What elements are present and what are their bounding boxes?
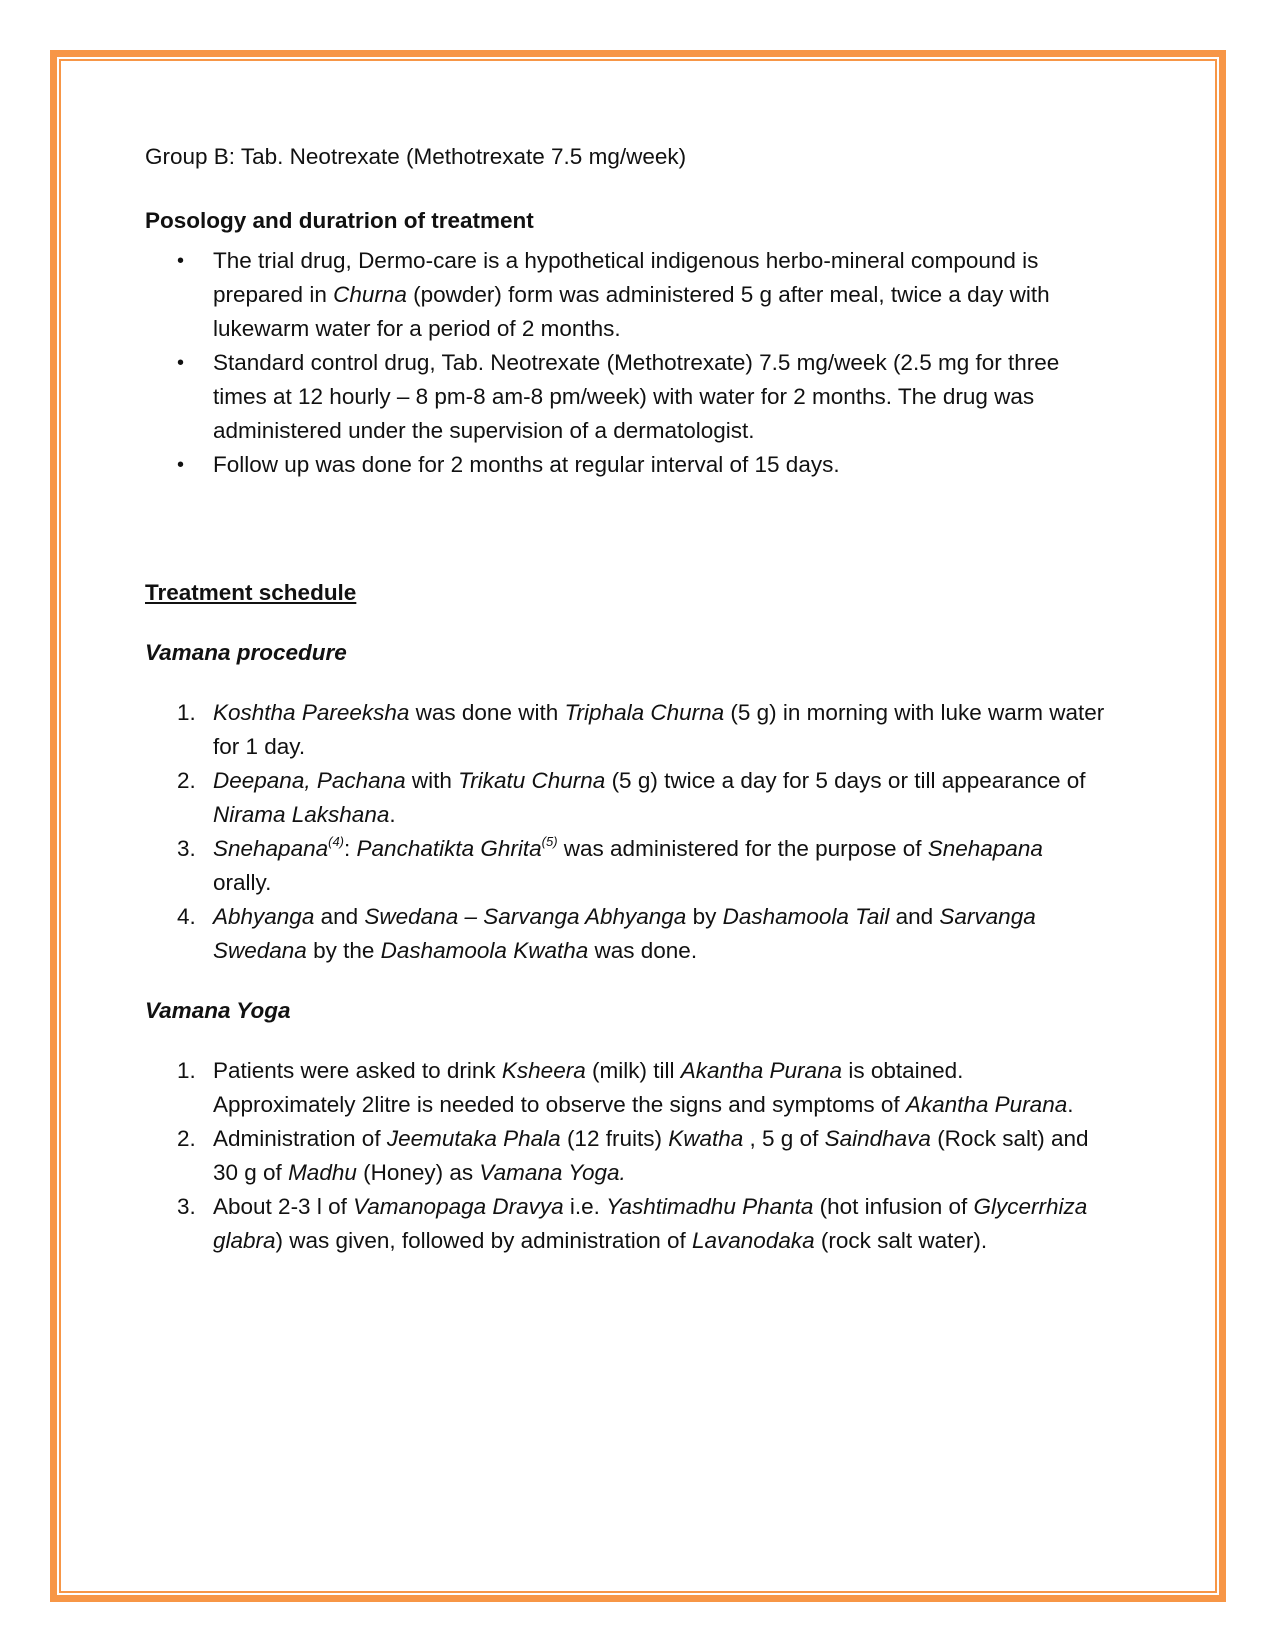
list-item: [177, 1054, 1105, 1122]
list-item-text: and: [889, 904, 940, 929]
italic-term: Koshtha Pareeksha: [213, 700, 410, 725]
list-item-text: orally.: [213, 870, 272, 895]
list-item-text: was done with: [409, 700, 565, 725]
italic-term: Madhu: [288, 1160, 357, 1185]
list-item-number: 4.: [177, 904, 196, 929]
italic-term: Jeemutaka Phala: [386, 1126, 561, 1151]
list-item-text: .: [1067, 1092, 1074, 1117]
italic-term: Sarvanga Swedana: [213, 904, 1036, 963]
posology-item-italic: Churna: [333, 282, 407, 307]
list-item-text: Patients were asked to drink: [213, 1058, 502, 1083]
list-item-text: (12 fruits): [560, 1126, 669, 1151]
group-b-line: Group B: Tab. Neotrexate (Methotrexate 7.5 mg/week): [145, 144, 687, 169]
list-item-number: 2.: [177, 1126, 196, 1151]
italic-term: Snehapana: [213, 836, 329, 861]
list-item-text: :: [344, 836, 357, 861]
vamana-procedure-heading: Vamana procedure: [145, 640, 347, 665]
list-item-number: 1.: [177, 1058, 196, 1083]
list-item: [177, 1190, 1105, 1258]
italic-term: Saindhava: [824, 1126, 931, 1151]
italic-term: Trikatu Churna: [458, 768, 606, 793]
list-item-text: was done.: [588, 938, 698, 963]
list-item-text: .: [389, 802, 396, 827]
italic-term: Akantha Purana: [905, 1092, 1068, 1117]
italic-term: Vamanopaga Dravya: [353, 1194, 564, 1219]
list-item-text: with: [405, 768, 459, 793]
posology-item: [213, 244, 1105, 346]
list-item-text: , 5 g of: [743, 1126, 825, 1151]
italic-term: Nirama Lakshana: [213, 802, 390, 827]
list-item: [177, 832, 1105, 900]
list-item-number: 1.: [177, 700, 196, 725]
list-item-text: (5 g) twice a day for 5 days or till appearance of: [605, 768, 1086, 793]
list-item-text: and: [314, 904, 365, 929]
list-item-text: (5 g) in morning with luke warm water for 1 day.: [213, 700, 1105, 759]
italic-term: Lavanodaka: [692, 1228, 815, 1253]
posology-item: [213, 346, 1105, 448]
italic-term: Dashamoola Tail: [722, 904, 890, 929]
list-item-text: (Rock salt) and 30 g of: [213, 1126, 1089, 1185]
posology-list: [145, 244, 1105, 482]
italic-term: Panchatikta Ghrita: [356, 836, 542, 861]
italic-term: Akantha Purana: [680, 1058, 843, 1083]
italic-term: Dashamoola Kwatha: [380, 938, 589, 963]
list-item-text: (milk) till: [585, 1058, 681, 1083]
italic-term: Yashtimadhu Phanta: [606, 1194, 814, 1219]
vamana-yoga-heading: Vamana Yoga: [145, 998, 291, 1023]
vamana-procedure-list: [145, 696, 1105, 968]
italic-term: Kwatha: [668, 1126, 744, 1151]
posology-item-text: (powder) form was administered 5 g after meal, twice a day with lukewarm water for a period of 2 months.: [213, 282, 1050, 341]
italic-term: Glycerrhiza glabra: [213, 1194, 1088, 1253]
italic-term: Snehapana: [927, 836, 1043, 861]
reference-superscript: (5): [541, 834, 558, 849]
list-item-number: 3.: [177, 1194, 196, 1219]
list-item-text: by: [686, 904, 723, 929]
list-item-number: 2.: [177, 768, 196, 793]
list-item-text: is obtained. Approximately 2litre is needed to observe the signs and symptoms of: [213, 1058, 964, 1117]
list-item-text: (hot infusion of: [813, 1194, 974, 1219]
list-item-text: i.e.: [563, 1194, 607, 1219]
italic-term: Ksheera: [501, 1058, 586, 1083]
reference-superscript: (4): [328, 834, 345, 849]
italic-term: Abhyanga: [213, 904, 315, 929]
list-item-text: by the: [306, 938, 381, 963]
list-item: [177, 764, 1105, 832]
list-item-text: About 2-3 l of: [213, 1194, 354, 1219]
posology-heading: Posology and duratrion of treatment: [145, 208, 534, 233]
vamana-yoga-list: [145, 1054, 1105, 1258]
italic-term: Swedana – Sarvanga Abhyanga: [364, 904, 687, 929]
italic-term: Deepana, Pachana: [213, 768, 406, 793]
document-body: [145, 140, 1105, 1258]
list-item-text: ) was given, followed by administration of: [275, 1228, 692, 1253]
treatment-schedule-heading: Treatment schedule: [145, 580, 357, 605]
list-item-number: 3.: [177, 836, 196, 861]
list-item: [177, 1122, 1105, 1190]
italic-term: Triphala Churna: [564, 700, 725, 725]
posology-item: [213, 448, 1105, 482]
italic-term: Vamana Yoga.: [479, 1160, 626, 1185]
list-item-text: (Honey) as: [356, 1160, 480, 1185]
list-item-text: Administration of: [213, 1126, 387, 1151]
list-item-text: was administered for the purpose of: [557, 836, 928, 861]
list-item: [177, 900, 1105, 968]
list-item-text: (rock salt water).: [814, 1228, 988, 1253]
posology-item-text: Standard control drug, Tab. Neotrexate (Methotrexate) 7.5 mg/week (2.5 mg for three times at 12 hourly – 8 pm-8 am-8 pm/week) with water for 2 months. The drug was administered under the supervision of a dermatologist.: [213, 350, 1060, 443]
list-item: [177, 696, 1105, 764]
posology-item-text: Follow up was done for 2 months at regular interval of 15 days.: [213, 452, 840, 477]
posology-item-text: The trial drug, Dermo-care is a hypothetical indigenous herbo-mineral compound is prepared in: [213, 248, 1039, 307]
